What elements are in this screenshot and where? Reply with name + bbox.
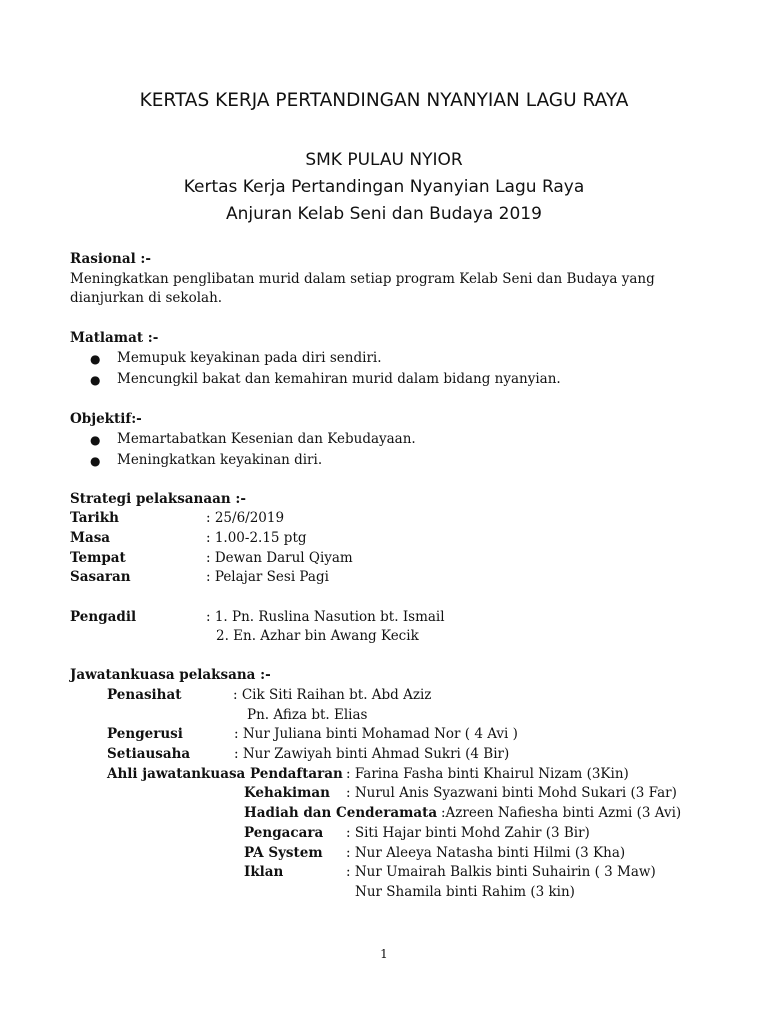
subtitle-line: Kertas Kerja Pertandingan Nyanyian Lagu Raya	[183, 177, 585, 197]
rasional-text: Meningkatkan penglibatan murid dalam setiap program Kelab Seni dan Budaya yang	[70, 271, 655, 287]
tarikh-label: Tarikh	[70, 510, 119, 526]
sasaran-value: : Pelajar Sesi Pagi	[206, 569, 329, 585]
ajk-pendaftaran-value: : Farina Fasha binti Khairul Nizam (3Kin)	[346, 766, 629, 782]
objektif-heading: Objektif:-	[70, 411, 142, 427]
pengadil-value-2: 2. En. Azhar bin Awang Kecik	[216, 628, 419, 644]
penasihat-label: Penasihat	[107, 687, 182, 703]
masa-label: Masa	[70, 530, 111, 546]
iklan-value-2: Nur Shamila binti Rahim (3 kin)	[355, 884, 575, 900]
penasihat-value: : Cik Siti Raihan bt. Abd Aziz	[233, 687, 432, 703]
objektif-item: Memartabatkan Kesenian dan Kebudayaan.	[117, 431, 416, 447]
matlamat-item: Memupuk keyakinan pada diri sendiri.	[117, 350, 382, 366]
pengerusi-value: : Nur Juliana binti Mohamad Nor ( 4 Avi )	[234, 726, 518, 742]
matlamat-heading: Matlamat :-	[70, 330, 159, 346]
matlamat-item: Mencungkil bakat dan kemahiran murid dalam bidang nyanyian.	[117, 371, 561, 387]
sasaran-label: Sasaran	[70, 569, 131, 585]
setiausaha-label: Setiausaha	[107, 746, 191, 762]
kehakiman-label: Kehakiman	[244, 785, 330, 801]
ajk-pendaftaran-label: Ahli jawatankuasa Pendaftaran	[107, 766, 343, 782]
tempat-value: : Dewan Darul Qiyam	[206, 550, 353, 566]
tarikh-value: : 25/6/2019	[206, 510, 285, 526]
bullet-icon: ●	[90, 433, 101, 447]
rasional-heading: Rasional :-	[70, 251, 151, 267]
document-title: KERTAS KERJA PERTANDINGAN NYANYIAN LAGU RAYA	[139, 90, 629, 111]
bullet-icon: ●	[90, 352, 101, 366]
setiausaha-value: : Nur Zawiyah binti Ahmad Sukri (4 Bir)	[234, 746, 510, 762]
hadiah-value: :Azreen Nafiesha binti Azmi (3 Avi)	[441, 805, 682, 821]
masa-value: : 1.00-2.15 ptg	[206, 530, 307, 546]
hadiah-label: Hadiah dan Cenderamata	[244, 805, 438, 821]
pengacara-value: : Siti Hajar binti Mohd Zahir (3 Bir)	[346, 825, 590, 841]
objektif-item: Meningkatkan keyakinan diri.	[117, 452, 323, 468]
pengerusi-label: Pengerusi	[107, 726, 183, 742]
page-number: 1	[380, 947, 388, 961]
pengadil-label: Pengadil	[70, 609, 137, 625]
bullet-icon: ●	[90, 373, 101, 387]
rasional-text-cont: dianjurkan di sekolah.	[70, 290, 223, 306]
jawatankuasa-heading: Jawatankuasa pelaksana :-	[70, 667, 271, 683]
bullet-icon: ●	[90, 454, 101, 468]
penasihat-value-2: Pn. Afiza bt. Elias	[247, 707, 368, 723]
kehakiman-value: : Nurul Anis Syazwani binti Mohd Sukari (3 Far)	[346, 785, 677, 801]
school-name: SMK PULAU NYIOR	[305, 150, 463, 170]
tempat-label: Tempat	[70, 550, 126, 566]
organizer-line: Anjuran Kelab Seni dan Budaya 2019	[226, 204, 542, 224]
iklan-label: Iklan	[244, 864, 284, 880]
pengacara-label: Pengacara	[244, 825, 324, 841]
pa-system-label: PA System	[244, 845, 323, 861]
pengadil-value: : 1. Pn. Ruslina Nasution bt. Ismail	[206, 609, 445, 625]
strategi-heading: Strategi pelaksanaan :-	[70, 491, 246, 507]
pa-system-value: : Nur Aleeya Natasha binti Hilmi (3 Kha)	[346, 845, 626, 861]
iklan-value: : Nur Umairah Balkis binti Suhairin ( 3 Maw)	[346, 864, 656, 880]
